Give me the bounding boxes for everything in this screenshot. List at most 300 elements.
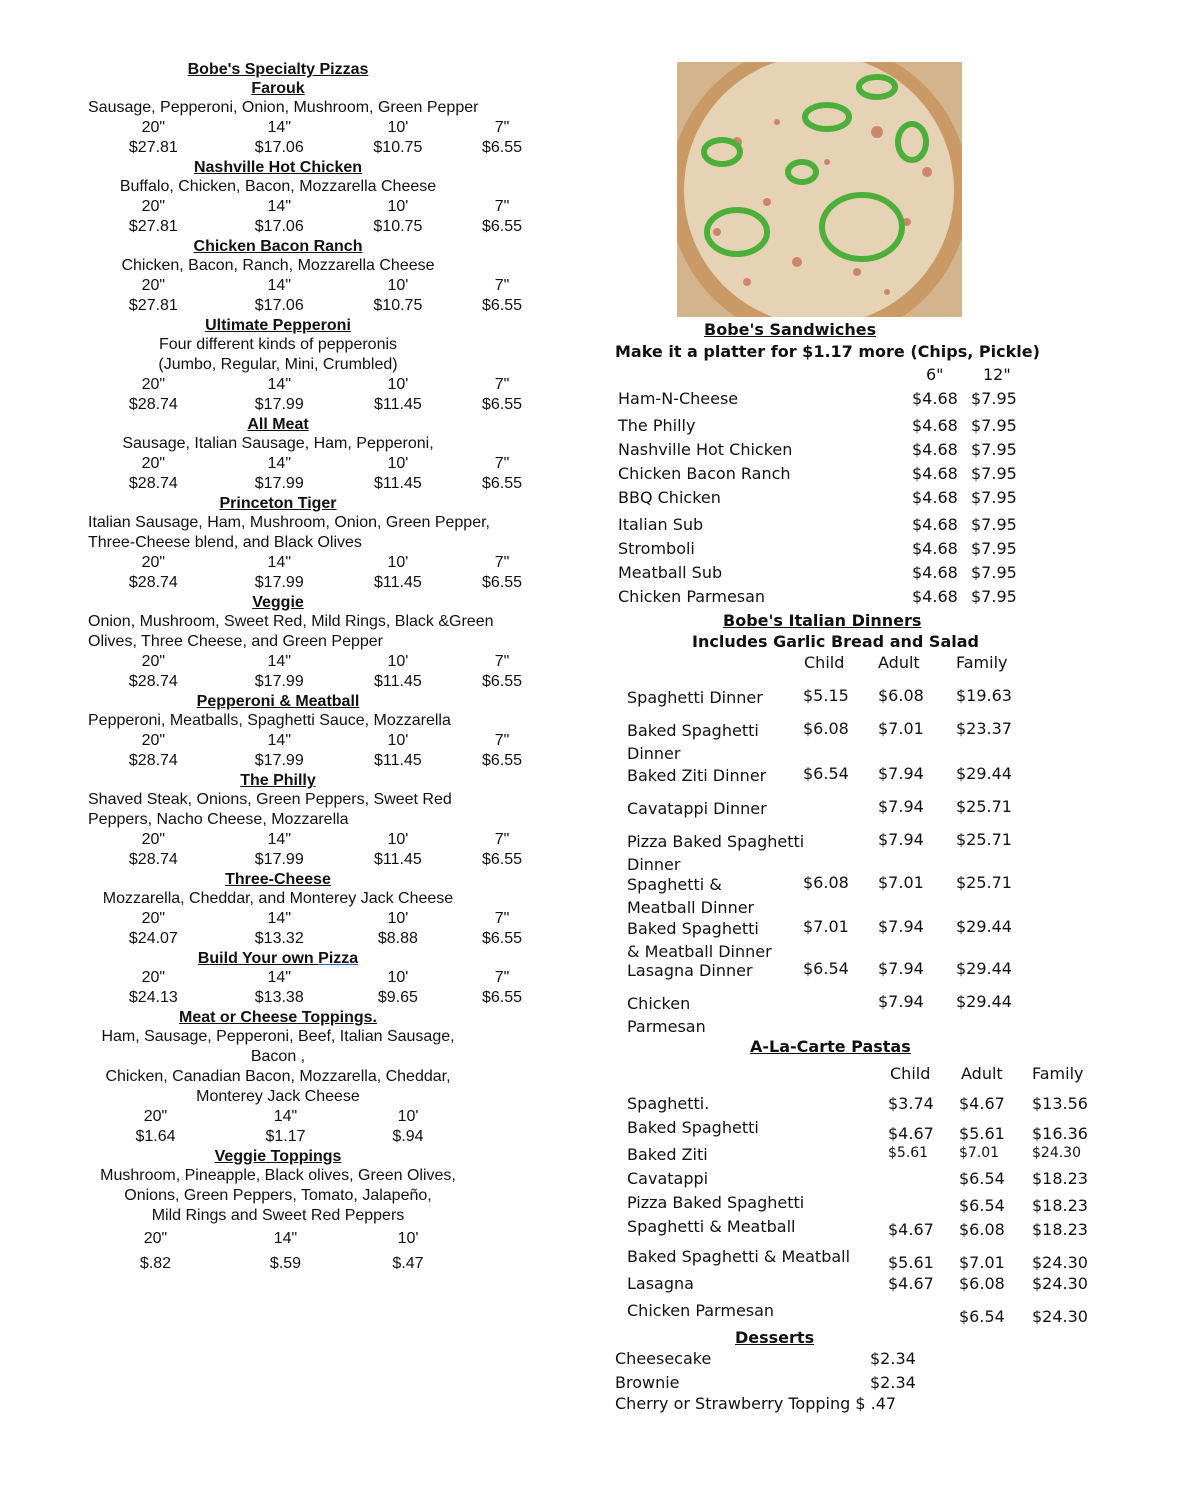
- pizza-price: $11.45: [374, 475, 422, 492]
- pizza-item: [88, 949, 548, 1008]
- pizza-description: Peppers, Nacho Cheese, Mozzarella: [88, 811, 349, 828]
- pizza-description: Buffalo, Chicken, Bacon, Mozzarella Cheese: [119, 178, 437, 195]
- sandwich-name: BBQ Chicken: [618, 488, 721, 507]
- pastas-title: A-La-Carte Pastas: [750, 1037, 911, 1056]
- dinner-price-child: $6.08: [803, 719, 849, 738]
- pasta-price-adult: $6.54: [959, 1196, 1005, 1215]
- pizza-price: $17.06: [254, 139, 304, 156]
- pizza-size: 14": [267, 831, 291, 848]
- pizza-price: $8.88: [377, 930, 418, 947]
- pizza-size: 7": [494, 831, 510, 848]
- desserts-title: Desserts: [735, 1328, 815, 1347]
- dinner-price-family: $29.44: [956, 959, 1012, 978]
- pizza-price: $6.55: [481, 396, 522, 413]
- pizza-price: $17.99: [254, 574, 304, 591]
- toppings-description: Mild Rings and Sweet Red Peppers: [151, 1207, 405, 1224]
- sandwich-price-12: $7.95: [971, 488, 1017, 507]
- sandwich-price-6: $4.68: [912, 515, 958, 534]
- pizza-size: 7": [494, 277, 510, 294]
- dinner-price-child: $6.54: [803, 764, 849, 783]
- pizza-price: $6.55: [481, 851, 522, 868]
- dinner-name-line: Spaghetti &: [627, 875, 722, 894]
- toppings-title: Veggie Toppings: [214, 1148, 342, 1165]
- pizza-photo: [677, 62, 962, 317]
- pizza-item: [88, 494, 548, 593]
- pizza-description: Four different kinds of pepperonis: [158, 336, 398, 353]
- sandwich-price-6: $4.68: [912, 389, 958, 408]
- pizza-prices-row: [88, 672, 548, 692]
- toppings-price: $.82: [139, 1255, 172, 1272]
- dinner-name: [627, 686, 763, 709]
- pizza-size: 20": [141, 969, 166, 986]
- pizza-description: Chicken, Bacon, Ranch, Mozzarella Cheese: [121, 257, 435, 274]
- dinner-price-child: $6.08: [803, 873, 849, 892]
- pizza-price: $24.07: [128, 930, 178, 947]
- dinner-name-line: Baked Spaghetti: [627, 721, 759, 740]
- pizza-description: Onion, Mushroom, Sweet Red, Mild Rings, Black &Green: [88, 613, 494, 630]
- pizza-size: 14": [267, 969, 291, 986]
- pizza-item: [88, 771, 548, 870]
- pasta-price-adult: $6.54: [959, 1307, 1005, 1326]
- pizza-price: $6.55: [481, 475, 522, 492]
- toppings-price: $.59: [269, 1255, 302, 1272]
- sandwiches-title: Bobe's Sandwiches: [704, 320, 877, 339]
- pizza-size: 10': [387, 119, 409, 136]
- pizza-price: $6.55: [481, 752, 522, 769]
- pizza-price: $17.99: [254, 851, 304, 868]
- pizza-price: $17.99: [254, 396, 304, 413]
- pasta-name: Lasagna: [627, 1274, 694, 1293]
- pasta-name: Pizza Baked Spaghetti: [627, 1193, 805, 1212]
- pizza-prices-row: [88, 573, 548, 593]
- pizza-description: (Jumbo, Regular, Mini, Crumbled): [158, 356, 398, 373]
- pizza-sizes-row: [88, 197, 548, 217]
- pasta-price-family: $18.23: [1032, 1169, 1088, 1188]
- pizza-size: 7": [494, 732, 510, 749]
- dinner-name: [627, 719, 759, 765]
- pizza-size: 20": [141, 455, 166, 472]
- pizza-item: [88, 79, 548, 158]
- sandwich-price-12: $7.95: [971, 464, 1017, 483]
- pizza-prices-row: [88, 296, 548, 316]
- pizza-size: 7": [494, 455, 510, 472]
- dinner-name-line: Chicken: [627, 994, 691, 1013]
- pizza-size: 10': [387, 653, 409, 670]
- pasta-price-family: $24.30: [1032, 1145, 1081, 1161]
- pizza-prices-row: [88, 929, 548, 949]
- pizza-name: Princeton Tiger: [219, 495, 337, 512]
- pizza-prices-row: [88, 751, 548, 771]
- pizza-size: 10': [387, 732, 409, 749]
- toppings-price: $1.64: [135, 1128, 176, 1145]
- dinner-price-adult: $7.94: [878, 764, 924, 783]
- toppings-size: 14": [273, 1230, 298, 1247]
- dinner-price-adult: $7.01: [878, 719, 924, 738]
- pizza-size: 20": [141, 732, 166, 749]
- sandwich-price-6: $4.68: [912, 587, 958, 606]
- pasta-price-child: $4.67: [888, 1124, 934, 1143]
- dinner-col-header: Adult: [878, 653, 920, 672]
- dessert-name: Brownie: [615, 1373, 680, 1392]
- pizza-price: $11.45: [374, 673, 422, 690]
- pizza-item: [88, 316, 548, 415]
- pizza-sizes-row: [88, 652, 548, 672]
- pizza-price: $13.32: [254, 930, 304, 947]
- pizza-size: 10': [387, 969, 409, 986]
- veggie-toppings-section: [88, 1147, 548, 1276]
- dinner-price-family: $25.71: [956, 873, 1012, 892]
- pizza-price: $28.74: [128, 475, 178, 492]
- pizza-sizes-row: [88, 276, 548, 296]
- sandwich-price-12: $7.95: [971, 389, 1017, 408]
- dessert-price: $ .47: [855, 1394, 897, 1413]
- pizza-size: 7": [494, 554, 510, 571]
- pizza-size: 14": [267, 198, 291, 215]
- sandwich-price-6: $4.68: [912, 488, 958, 507]
- dinner-name-line: Dinner: [627, 744, 681, 763]
- dinner-name-line: Baked Spaghetti: [627, 919, 759, 938]
- pizza-price: $9.65: [377, 989, 418, 1006]
- pizza-description: Three-Cheese blend, and Black Olives: [88, 534, 362, 551]
- pizza-size: 20": [141, 198, 166, 215]
- sandwich-price-12: $7.95: [971, 539, 1017, 558]
- pizza-price: $17.06: [254, 297, 304, 314]
- pizza-size: 10': [387, 455, 409, 472]
- dinner-price-family: $25.71: [956, 830, 1012, 849]
- dinner-name-line: Lasagna Dinner: [627, 961, 753, 980]
- pizza-price: $6.55: [481, 297, 522, 314]
- specialty-pizzas-section: [88, 60, 548, 1276]
- sandwich-price-6: $4.68: [912, 440, 958, 459]
- pizza-sizes-row: [88, 118, 548, 138]
- pasta-price-adult: $6.08: [959, 1220, 1005, 1239]
- pasta-name: Baked Ziti: [627, 1145, 708, 1164]
- pizza-prices-row: [88, 217, 548, 237]
- toppings-title: Meat or Cheese Toppings.: [179, 1009, 377, 1026]
- dinner-name: [627, 873, 754, 919]
- pizza-sizes-row: [88, 731, 548, 751]
- sandwich-name: Meatball Sub: [618, 563, 723, 582]
- dinner-price-family: $29.44: [956, 764, 1012, 783]
- dinner-name: [627, 992, 706, 1038]
- pasta-col-header: Adult: [961, 1064, 1003, 1083]
- pizza-sizes-row: [88, 909, 548, 929]
- pizza-price: $24.13: [128, 989, 178, 1006]
- pizza-name: Pepperoni & Meatball: [196, 693, 360, 710]
- dinner-name: [627, 764, 766, 787]
- pizza-name-link: Pizza: [318, 950, 359, 967]
- toppings-description: Monterey Jack Cheese: [196, 1088, 360, 1105]
- pizza-size: 10': [387, 376, 409, 393]
- sandwich-size-header: 6": [926, 365, 944, 384]
- pasta-name: Spaghetti & Meatball: [627, 1217, 796, 1236]
- pizza-size: 20": [141, 653, 166, 670]
- pizza-size: 7": [494, 910, 510, 927]
- pizza-price: $6.55: [481, 930, 522, 947]
- pizza-price: $10.75: [373, 218, 423, 235]
- pizza-name: Veggie: [252, 594, 304, 611]
- pizza-prices-row: [88, 850, 548, 870]
- pizza-item: [88, 237, 548, 316]
- dinner-name: [627, 830, 804, 876]
- pasta-price-child: $4.67: [888, 1220, 934, 1239]
- specialty-pizzas-title: [88, 60, 548, 79]
- pizza-prices-row: [88, 138, 548, 158]
- pizza-price: $10.75: [373, 297, 423, 314]
- pizza-item: [88, 415, 548, 494]
- pizza-size: 10': [387, 277, 409, 294]
- pasta-price-family: $24.30: [1032, 1307, 1088, 1326]
- dinner-price-family: $19.63: [956, 686, 1012, 705]
- pizza-price: $27.81: [128, 297, 178, 314]
- dinner-price-adult: $6.08: [878, 686, 924, 705]
- toppings-description: Mushroom, Pineapple, Black olives, Green Olives,: [100, 1167, 456, 1184]
- dinner-name: [627, 959, 753, 982]
- dinner-price-child: $5.15: [803, 686, 849, 705]
- pizza-price: $6.55: [481, 574, 522, 591]
- pizza-price: $17.06: [254, 218, 304, 235]
- sandwich-name: Chicken Parmesan: [618, 587, 766, 606]
- pasta-name: Chicken Parmesan: [627, 1301, 775, 1320]
- dinner-price-adult: $7.94: [878, 797, 924, 816]
- pasta-price-family: $24.30: [1032, 1253, 1088, 1272]
- pizza-name: The Philly: [240, 772, 316, 789]
- dinner-price-child: $6.54: [803, 959, 849, 978]
- toppings-size: 14": [273, 1108, 298, 1125]
- pizza-description: Sausage, Pepperoni, Onion, Mushroom, Green Pepper: [88, 99, 479, 116]
- pasta-price-family: $18.23: [1032, 1196, 1088, 1215]
- pizza-size: 10': [387, 554, 409, 571]
- toppings-price: $1.17: [265, 1128, 306, 1145]
- pasta-name: Baked Spaghetti: [627, 1118, 759, 1137]
- dinner-col-header: Family: [956, 653, 1008, 672]
- pizza-size: 20": [141, 831, 166, 848]
- dinner-name-line: Parmesan: [627, 1017, 706, 1036]
- pizza-size: 7": [494, 198, 510, 215]
- pasta-price-child: $4.67: [888, 1274, 934, 1293]
- sandwich-price-6: $4.68: [912, 563, 958, 582]
- sandwich-name: Italian Sub: [618, 515, 704, 534]
- pasta-name: Spaghetti.: [627, 1094, 710, 1113]
- sandwich-name: Ham-N-Cheese: [618, 389, 739, 408]
- pasta-price-child: $5.61: [888, 1145, 929, 1161]
- dinner-col-header: Child: [804, 653, 845, 672]
- pizza-name: All Meat: [247, 416, 309, 433]
- pizza-prices-row: [88, 474, 548, 494]
- dinners-subtitle: Includes Garlic Bread and Salad: [692, 632, 979, 651]
- dinner-price-family: $25.71: [956, 797, 1012, 816]
- pasta-col-header: Child: [890, 1064, 931, 1083]
- pizza-price: $28.74: [128, 673, 178, 690]
- sandwich-price-12: $7.95: [971, 563, 1017, 582]
- pasta-name: Cavatappi: [627, 1169, 709, 1188]
- sandwich-price-6: $4.68: [912, 464, 958, 483]
- pizza-price: $28.74: [128, 752, 178, 769]
- pizza-sizes-row: [88, 454, 548, 474]
- pizza-size: 20": [141, 554, 166, 571]
- pasta-price-adult: $5.61: [959, 1124, 1005, 1143]
- pizza-price: $28.74: [128, 396, 178, 413]
- meat-toppings-section: [88, 1008, 548, 1147]
- dinner-price-adult: $7.94: [878, 992, 924, 1011]
- pizza-description: Olives, Three Cheese, and Green Pepper: [88, 633, 383, 650]
- pasta-name: Baked Spaghetti & Meatball: [627, 1247, 851, 1266]
- sandwiches-subtitle: Make it a platter for $1.17 more (Chips, Pickle): [615, 342, 1040, 361]
- pizza-price: $17.99: [254, 752, 304, 769]
- toppings-sizes-row: [88, 1226, 548, 1251]
- dinner-name-line: Pizza Baked Spaghetti: [627, 832, 805, 851]
- pasta-price-adult: $6.08: [959, 1274, 1005, 1293]
- dessert-row: [615, 1394, 896, 1413]
- pizza-size: 7": [494, 119, 510, 136]
- pizza-size: 20": [141, 119, 166, 136]
- pizza-price: $6.55: [481, 673, 522, 690]
- dinner-price-adult: $7.01: [878, 873, 924, 892]
- pasta-price-adult: $6.54: [959, 1169, 1005, 1188]
- toppings-price: $.94: [392, 1128, 424, 1145]
- sandwich-price-12: $7.95: [971, 587, 1017, 606]
- pizza-size: 7": [494, 653, 510, 670]
- dinners-title: Bobe's Italian Dinners: [723, 611, 922, 630]
- specialty-pizzas-heading: Bobe's Specialty Pizzas: [187, 61, 369, 78]
- pizza-price: $11.45: [374, 396, 422, 413]
- toppings-prices-row: [88, 1251, 548, 1276]
- pizza-price: $13.38: [254, 989, 304, 1006]
- pizza-size: 20": [141, 376, 166, 393]
- toppings-description: Ham, Sausage, Pepperoni, Beef, Italian Sausage, Bacon ,: [101, 1028, 455, 1065]
- dinner-price-child: $7.01: [803, 917, 849, 936]
- dinner-price-adult: $7.94: [878, 917, 924, 936]
- sandwich-price-6: $4.68: [912, 539, 958, 558]
- pizza-item: [88, 692, 548, 771]
- pizza-item: [88, 593, 548, 692]
- sandwich-name: Stromboli: [618, 539, 695, 558]
- dinner-name: [627, 797, 767, 820]
- sandwich-price-12: $7.95: [971, 440, 1017, 459]
- pizza-size: 7": [494, 969, 510, 986]
- pizza-description: Italian Sausage, Ham, Mushroom, Onion, Green Pepper,: [88, 514, 490, 531]
- toppings-size: 20": [143, 1230, 168, 1247]
- pizza-size: 20": [141, 910, 166, 927]
- pizza-prices-row: [88, 988, 548, 1008]
- pizza-description: Shaved Steak, Onions, Green Peppers, Sweet Red: [88, 791, 452, 808]
- pizza-name: Ultimate Pepperoni: [205, 317, 351, 334]
- sandwich-price-6: $4.68: [912, 416, 958, 435]
- sandwich-size-header: 12": [983, 365, 1011, 384]
- pizza-price: $6.55: [481, 218, 522, 235]
- pasta-col-header: Family: [1032, 1064, 1084, 1083]
- pasta-price-family: $16.36: [1032, 1124, 1088, 1143]
- pasta-price-adult: $7.01: [959, 1253, 1005, 1272]
- sandwich-price-12: $7.95: [971, 416, 1017, 435]
- toppings-price: $.47: [392, 1255, 424, 1272]
- dessert-name: Cheesecake: [615, 1349, 712, 1368]
- pasta-price-family: $24.30: [1032, 1274, 1088, 1293]
- dinner-price-family: $29.44: [956, 992, 1012, 1011]
- pizza-name: Build Your own Pizza: [197, 950, 359, 967]
- toppings-sizes-row: [88, 1107, 548, 1127]
- pizza-size: 14": [267, 277, 291, 294]
- pizza-price: $28.74: [128, 574, 178, 591]
- pizza-description: Pepperoni, Meatballs, Spaghetti Sauce, Mozzarella: [88, 712, 451, 729]
- dinner-name-line: Baked Ziti Dinner: [627, 766, 767, 785]
- pizza-price: $27.81: [128, 139, 178, 156]
- pizza-prices-row: [88, 395, 548, 415]
- pizza-price: $11.45: [374, 574, 422, 591]
- toppings-prices-row: [88, 1127, 548, 1147]
- pizza-size: 14": [267, 376, 291, 393]
- dinner-price-adult: $7.94: [878, 959, 924, 978]
- pizza-name: Farouk: [251, 80, 305, 97]
- toppings-size: 10': [397, 1230, 419, 1247]
- dessert-price: $2.34: [870, 1349, 916, 1368]
- pizza-price: $10.75: [373, 139, 423, 156]
- pasta-price-adult: $7.01: [959, 1145, 1000, 1161]
- toppings-description: Onions, Green Peppers, Tomato, Jalapeño,: [124, 1187, 432, 1204]
- toppings-size: 20": [143, 1108, 168, 1125]
- pizza-price: $17.99: [254, 673, 304, 690]
- dinner-name-line: Dinner: [627, 855, 681, 874]
- pizza-size: 14": [267, 653, 291, 670]
- pizza-name: Nashville Hot Chicken: [193, 159, 363, 176]
- dinner-name-line: Meatball Dinner: [627, 898, 755, 917]
- pizza-size: 14": [267, 732, 291, 749]
- dinner-price-family: $23.37: [956, 719, 1012, 738]
- pizza-price: $6.55: [481, 989, 522, 1006]
- pizza-description: Sausage, Italian Sausage, Ham, Pepperoni,: [122, 435, 434, 452]
- sandwich-name: The Philly: [618, 416, 696, 435]
- pizza-size: 14": [267, 554, 291, 571]
- dinner-name-line: Spaghetti Dinner: [627, 688, 763, 707]
- pizza-sizes-row: [88, 968, 548, 988]
- pizza-price: $11.45: [374, 851, 422, 868]
- pasta-price-family: $13.56: [1032, 1094, 1088, 1113]
- dinner-name: [627, 917, 772, 963]
- pasta-price-child: $3.74: [888, 1094, 934, 1113]
- pizza-price: $6.55: [481, 139, 522, 156]
- dinner-price-family: $29.44: [956, 917, 1012, 936]
- pizza-size: 14": [267, 119, 291, 136]
- pasta-price-family: $18.23: [1032, 1220, 1088, 1239]
- pizza-size: 10': [387, 831, 409, 848]
- pizza-name: Three-Cheese: [225, 871, 331, 888]
- sandwich-price-12: $7.95: [971, 515, 1017, 534]
- toppings-description: Chicken, Canadian Bacon, Mozzarella, Cheddar,: [105, 1068, 451, 1085]
- dinner-name-line: & Meatball Dinner: [627, 942, 772, 961]
- pizza-sizes-row: [88, 830, 548, 850]
- dessert-price: $2.34: [870, 1373, 916, 1392]
- pasta-price-child: $5.61: [888, 1253, 934, 1272]
- dessert-name: Cherry or Strawberry Topping: [615, 1394, 856, 1413]
- dinner-name-line: Cavatappi Dinner: [627, 799, 767, 818]
- pizza-size: 14": [267, 455, 291, 472]
- toppings-size: 10': [397, 1108, 419, 1125]
- pizza-name: Chicken Bacon Ranch: [193, 238, 363, 255]
- pizza-item: [88, 870, 548, 949]
- pizza-size: 20": [141, 277, 166, 294]
- sandwich-name: Chicken Bacon Ranch: [618, 464, 791, 483]
- pizza-item: [88, 158, 548, 237]
- pizza-size: 10': [387, 198, 409, 215]
- pizza-description: Mozzarella, Cheddar, and Monterey Jack Cheese: [102, 890, 454, 907]
- pizza-size: 7": [494, 376, 510, 393]
- pasta-price-adult: $4.67: [959, 1094, 1005, 1113]
- pizza-size: 14": [267, 910, 291, 927]
- pizza-price: $28.74: [128, 851, 178, 868]
- dinner-price-adult: $7.94: [878, 830, 924, 849]
- pizza-price: $27.81: [128, 218, 178, 235]
- pizza-sizes-row: [88, 375, 548, 395]
